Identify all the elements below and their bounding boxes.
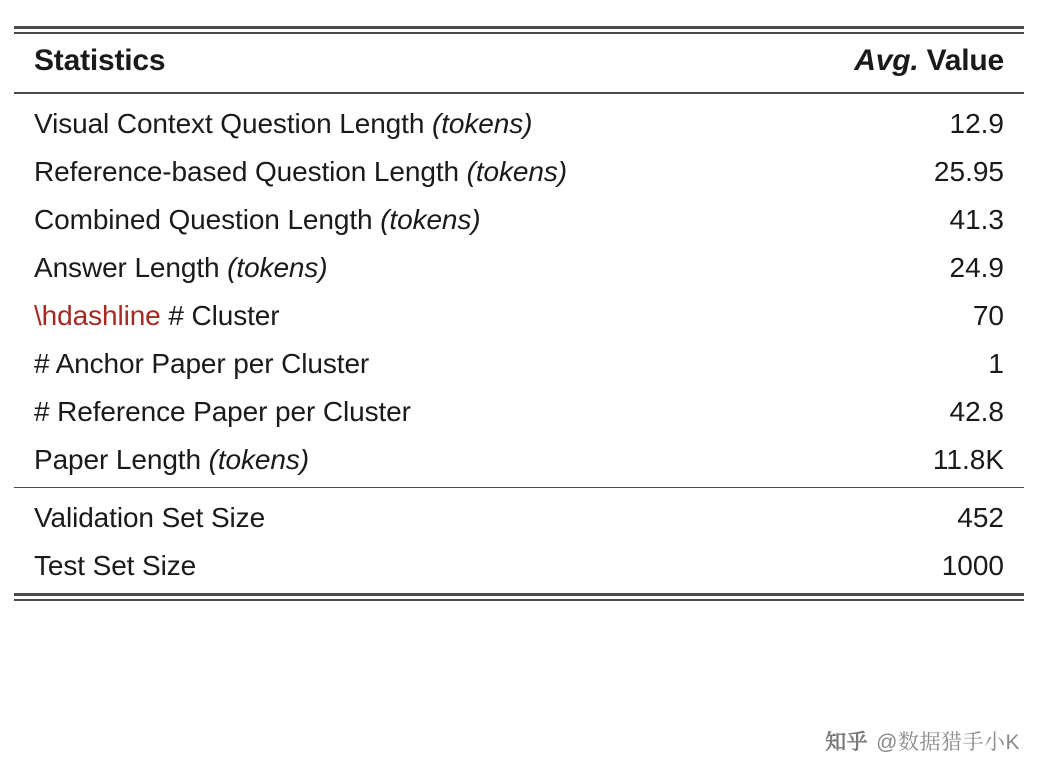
row-value: 70 [972, 299, 1004, 331]
row-label-italic: (tokens) [208, 443, 309, 475]
row-label [34, 550, 196, 582]
row-label [34, 252, 328, 284]
row-label-text: Answer Length [34, 251, 228, 283]
table-row [14, 494, 1024, 542]
row-value: 41.3 [949, 203, 1004, 235]
row-label [34, 348, 369, 380]
row-label-text: Combined Question Length [34, 203, 381, 235]
hdashline-command-text: \hdashline [34, 299, 161, 331]
row-value: 42.8 [949, 395, 1004, 427]
table-header-row [14, 34, 1024, 92]
zhihu-logo: 知乎 [825, 731, 869, 754]
row-label [34, 444, 309, 476]
row-label [34, 300, 279, 332]
row-label [34, 108, 532, 140]
table-row [14, 148, 1024, 196]
table-row [14, 244, 1024, 292]
row-value: 1000 [941, 550, 1004, 581]
row-label-italic: (tokens) [431, 107, 533, 139]
row-label-text: # Cluster [160, 299, 280, 331]
table-row [14, 340, 1024, 388]
row-label-text: Validation Set Size [34, 502, 266, 533]
row-label [34, 204, 481, 236]
row-value: 25.95 [933, 155, 1004, 187]
table-rule-bottom [14, 593, 1024, 596]
statistics-table [14, 26, 1024, 601]
header-avg-italic: Avg. [854, 44, 919, 77]
row-label-text: Paper Length [34, 443, 209, 475]
header-value-label [854, 44, 1004, 78]
header-value-rest: Value [918, 44, 1004, 77]
row-value: 11.8K [932, 443, 1004, 475]
watermark [825, 726, 1020, 756]
row-label-text: Visual Context Question Length [34, 107, 432, 139]
row-value: 1 [988, 347, 1004, 379]
table-row [14, 388, 1024, 436]
row-label [34, 396, 411, 428]
table-rule-bottom-second [14, 599, 1024, 601]
row-label-text: Reference-based Question Length [34, 155, 467, 187]
row-label-text: # Anchor Paper per Cluster [34, 347, 370, 379]
row-value: 24.9 [949, 251, 1004, 283]
row-label [34, 156, 567, 188]
row-label-text: # Reference Paper per Cluster [34, 395, 411, 427]
table-row [14, 436, 1024, 484]
row-label [34, 502, 265, 534]
row-value: 12.9 [949, 107, 1004, 139]
watermark-text: @数据猎手小K [876, 731, 1020, 754]
row-label-text: Test Set Size [34, 550, 197, 581]
row-value: 452 [957, 502, 1004, 533]
table-rule-top [14, 26, 1024, 29]
table-row [14, 542, 1024, 590]
table-row [14, 196, 1024, 244]
table-row [14, 292, 1024, 340]
row-label-italic: (tokens) [466, 155, 568, 187]
row-label-italic: (tokens) [380, 203, 481, 235]
row-label-italic: (tokens) [227, 251, 328, 283]
table-row [14, 100, 1024, 148]
header-statistics-label: Statistics [34, 44, 166, 77]
